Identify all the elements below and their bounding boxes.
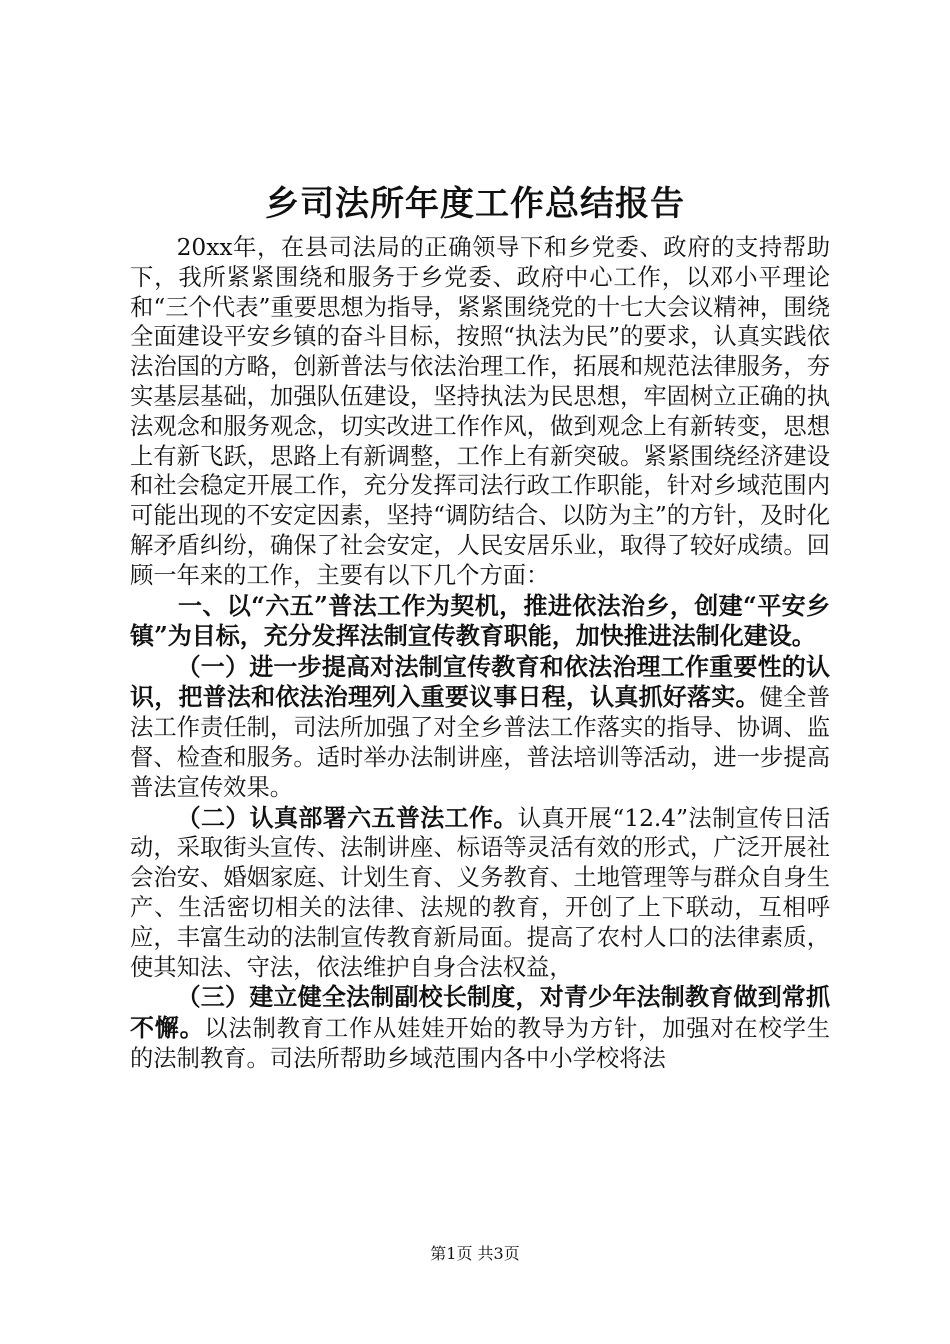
document-title: 乡司法所年度工作总结报告	[265, 184, 685, 224]
subsection-1-paragraph	[130, 652, 830, 803]
subsection-body-2: 认真开展“12.4”法制宣传日活动，采取街头宣传、法制讲座、标语等灵活有效的形式，广泛开展社会治安、婚姻家庭、计划生育、义务教育、土地管理等与群众自身生产、生活密切相关的法律、法规的教育，开创了上下联动，互相呼应，丰富生动的法制宣传教育新局面。提高了农村人口的法律素质，使其知法、守法，依法维护自身合法权益，	[130, 804, 831, 981]
subsection-body-3: 以法制教育工作从娃娃开始的教导为方针，加强对在校学生的法制教育。司法所帮助乡域范围内各中小学校将法	[130, 1015, 831, 1072]
subsection-heading-2: （二）认真部署六五普法工作。	[176, 802, 518, 832]
subsection-heading-3: （三）建立健全法制副校长制度，对青少年法制教育做到常抓不懈。	[130, 982, 830, 1043]
document-body	[130, 233, 830, 1074]
subsection-3-paragraph	[130, 982, 830, 1073]
page-number-footer: 第1页 共3页	[430, 1244, 520, 1263]
subsection-2-paragraph	[130, 803, 830, 983]
subsection-body-1: 健全普法工作责任制，司法所加强了对全乡普法工作落实的指导、协调、监督、检查和服务。适时举办法制讲座，普法培训等活动，进一步提高普法宣传效果。	[130, 684, 830, 801]
section-heading-1: 一、以“六五”普法工作为契机，推进依法治乡，创建“平安乡镇”为目标，充分发挥法制宣传教育职能，加快推进法制化建设。	[130, 590, 830, 651]
subsection-heading-1: （一）进一步提高对法制宣传教育和依法治理工作重要性的认识，把普法和依法治理列入重要议事日程，认真抓好落实。	[130, 651, 830, 712]
intro-paragraph: 20xx年，在县司法局的正确领导下和乡党委、政府的支持帮助下，我所紧紧围绕和服务于乡党委、政府中心工作，以邓小平理论和“三个代表”重要思想为指导，紧紧围绕党的十七大会议精神，围绕全面建设平安乡镇的奋斗目标，按照“执法为民”的要求，认真实践依法治国的方略，创新普法与依法治理工作，拓展和规范法律服务，夯实基层基础，加强队伍建设，坚持执法为民思想，牢固树立正确的执法观念和服务观念，切实改进工作作风，做到观念上有新转变，思想上有新飞跃，思路上有新调整，工作上有新突破。紧紧围绕经济建设和社会稳定开展工作，充分发挥司法行政工作职能，针对乡域范围内可能出现的不安定因素，坚持“调防结合、以防为主”的方针，及时化解矛盾纠纷，确保了社会安定，人民安居乐业，取得了较好成绩。回顾一年来的工作，主要有以下几个方面：	[130, 234, 830, 589]
